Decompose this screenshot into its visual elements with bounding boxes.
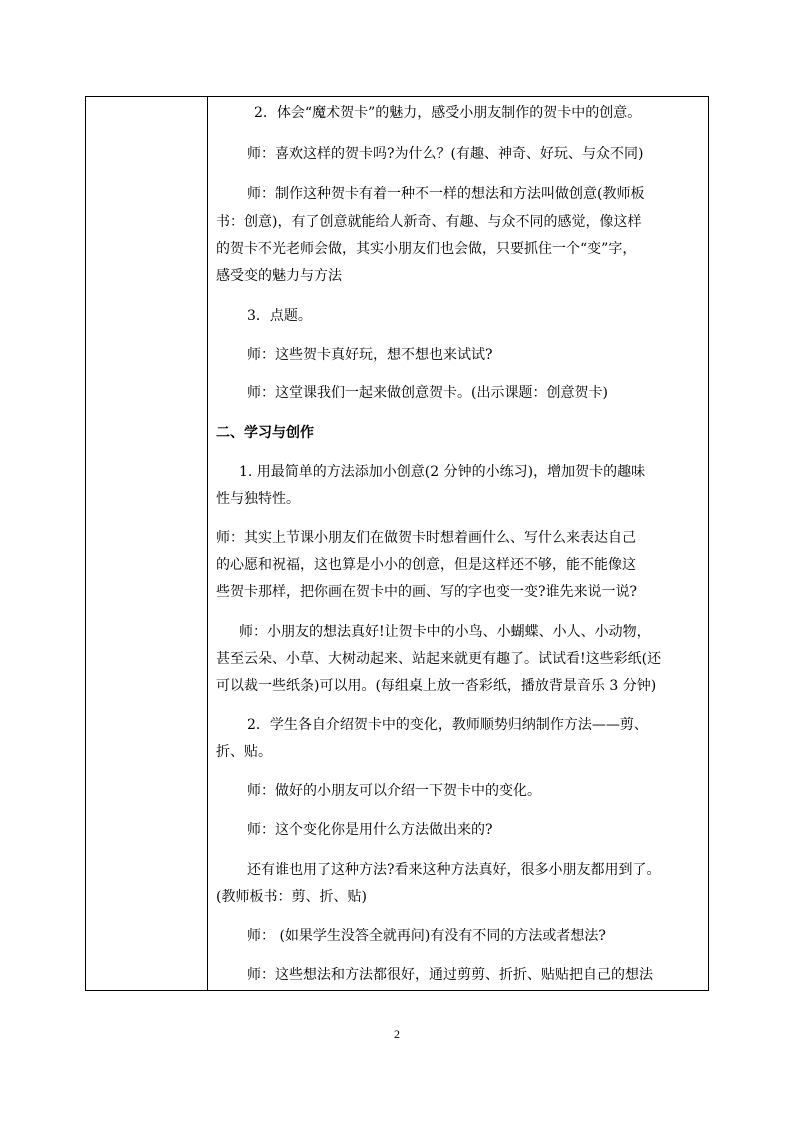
paragraph-line: 2．学生各自介绍贺卡中的变化，教师顺势归纳制作方法——剪、 (247, 717, 648, 733)
paragraph-line: 可以裁一些纸条)可以用。(每组桌上放一沓彩纸，播放背景音乐 3 分钟) (216, 678, 657, 694)
paragraph-line: (教师板书：剪、折、贴) (216, 889, 367, 905)
paragraph-line: 师：这些想法和方法都很好，通过剪剪、折折、贴贴把自己的想法 (247, 967, 653, 983)
paragraph-line: 师：做好的小朋友可以介绍一下贺卡中的变化。 (247, 783, 541, 799)
table-left-cell (86, 97, 208, 990)
paragraph-line: 2．体会“魔术贺卡”的魅力，感受小朋友制作的贺卡中的创意。 (254, 105, 642, 121)
paragraph-line: 师：这些贺卡真好玩，想不想也来试试? (247, 347, 493, 363)
paragraph-line: 感受变的魅力与方法 (216, 268, 342, 284)
paragraph-line: 甚至云朵、小草、大树动起来、站起来就更有趣了。试试看!这些彩纸(还 (216, 651, 662, 667)
paragraph-line: 折、贴。 (216, 744, 272, 760)
paragraph-line: 书：创意)，有了创意就能给人新奇、有趣、与众不同的感觉，像这样 (216, 214, 642, 230)
table-content-cell (209, 97, 708, 990)
paragraph-line: 还有谁也用了这种方法?看来这种方法真好，很多小朋友都用到了。 (247, 862, 661, 878)
paragraph-line: 1. 用最简单的方法添加小创意(2 分钟的小练习)，增加贺卡的趣味 (239, 464, 646, 480)
paragraph-line: 的心愿和祝福，这也算是小小的创意，但是这样还不够，能不能像这 (216, 557, 636, 573)
lesson-table (85, 96, 709, 991)
paragraph-line: 3．点题。 (247, 308, 312, 324)
paragraph-line: 师：喜欢这样的贺卡吗?为什么？(有趣、神奇、好玩、与众不同) (247, 146, 644, 162)
paragraph-line: 师： (如果学生没答全就再问)有没有不同的方法或者想法? (247, 928, 606, 944)
page-number: 2 (394, 1027, 400, 1041)
paragraph-line: 师：这个变化你是用什么方法做出来的? (247, 822, 493, 838)
paragraph-line: 师：这堂课我们一起来做创意贺卡。(出示课题：创意贺卡) (247, 385, 608, 401)
paragraph-line: 师：制作这种贺卡有着一种不一样的想法和方法叫做创意(教师板 (247, 186, 645, 202)
section-heading: 二、学习与创作 (216, 425, 314, 441)
paragraph-line: 师：其实上节课小朋友们在做贺卡时想着画什么、写什么来表达自己 (216, 530, 636, 546)
paragraph-line: 些贺卡那样，把你画在贺卡中的画、写的字也变一变?谁先来说一说? (216, 584, 638, 600)
paragraph-line: 的贺卡不光老师会做，其实小朋友们也会做，只要抓住一个“变”字， (216, 241, 637, 257)
paragraph-line: 师：小朋友的想法真好!让贺卡中的小鸟、小蝴蝶、小人、小动物， (239, 624, 651, 640)
paragraph-line: 性与独特性。 (216, 491, 300, 507)
